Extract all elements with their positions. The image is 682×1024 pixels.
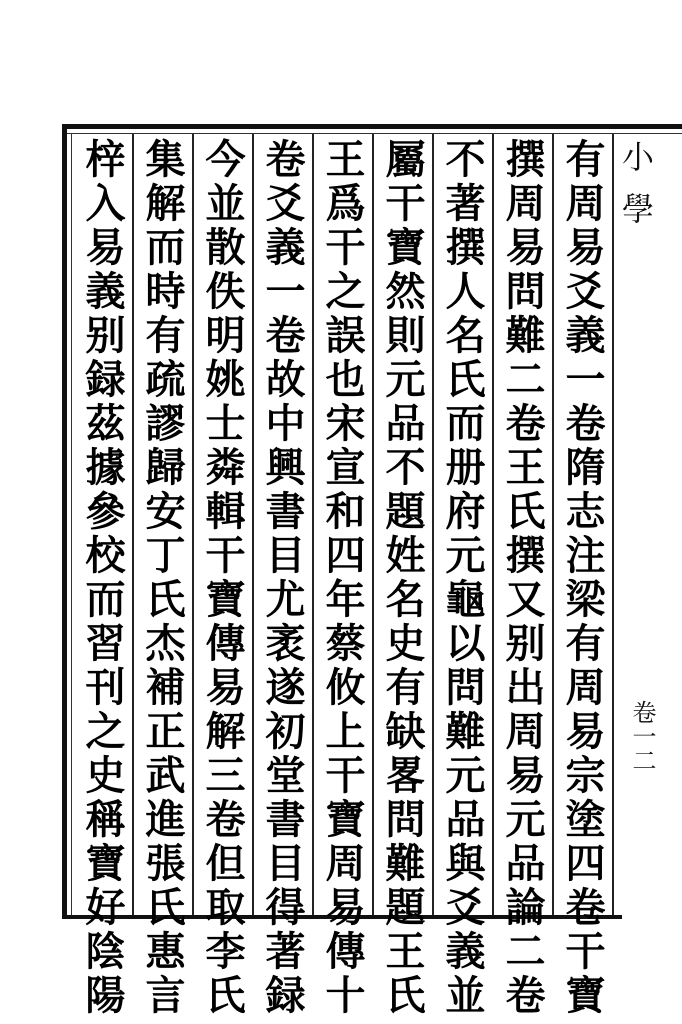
text-column-9: 梓入易義别録茲據參校而習刊之史稱寶好陰陽 (79, 138, 126, 1018)
frame-top-border (62, 124, 682, 129)
running-header: 小學 (617, 140, 655, 244)
text-column-7: 今並散佚明姚士粦輯干寶傳易解三卷但取李氏 (199, 138, 246, 1018)
frame-left-border (62, 124, 67, 919)
text-column-4: 屬干寶然則元品不題姓名史有缺畧問難題王氏 (379, 138, 426, 1018)
column-rule (132, 134, 134, 915)
text-column-8: 集解而時有疏謬歸安丁氏杰補正武進張氏惠言 (139, 138, 186, 1018)
column-rule (552, 134, 554, 915)
column-rule (372, 134, 374, 915)
text-column-1: 有周易爻義一卷隋志注梁有周易宗塗四卷干寶 (559, 138, 606, 1018)
column-rule (492, 134, 494, 915)
column-rule (252, 134, 254, 915)
page-number-label: 卷一二 (628, 700, 656, 772)
text-column-2: 撰周易問難二卷王氏撰又别出周易元品論二卷 (499, 138, 546, 1018)
text-column-6: 卷爻義一卷故中興書目尤袤遂初堂書目得著録 (259, 138, 306, 1018)
column-rule (312, 134, 314, 915)
text-column-5: 王爲干之誤也宋宣和四年蔡攸上干寶周易傳十 (319, 138, 366, 1018)
column-rule (432, 134, 434, 915)
column-rule (192, 134, 194, 915)
frame-left-inner-border (71, 133, 72, 919)
text-column-3: 不著撰人名氏而册府元龜以問難元品與爻義並 (439, 138, 486, 1018)
column-rule (612, 134, 614, 915)
